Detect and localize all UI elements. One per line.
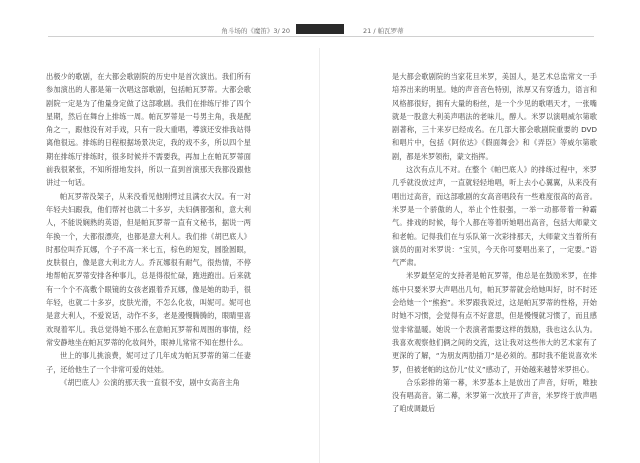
header-divider xyxy=(48,36,594,37)
chapter-badge xyxy=(296,24,344,34)
right-running-head: 21 / 帕瓦罗蒂 xyxy=(363,27,404,35)
right-paragraph-2: 这次有点儿不对。在整个《帕巴底人》的排练过程中，米罗几乎就没放过声，一直就轻轻地唱，听上去小心翼翼，从来没有唱出过高音，而这部歌剧的女高音唱段有一些难度很高的高音。米罗是一个骄傲的人，举止个性很强，一举一动都带着一种霸气。排戏的时候，每个人都在等着听她唱出高音，包括大师蒙文和老帕。记得我们在与乐队第一次彩排那天，大师蒙文当着所有演员的面对米罗说：“宝贝，今天你可要唱出来了，一定要。”语气严肃。 xyxy=(392,165,597,268)
right-page-text xyxy=(392,70,597,416)
left-paragraph-3: 世上的事儿挑浪费，妮可过了几年成为帕瓦罗蒂的第二任妻子，还给他生了一个非常可爱的娃娃。 xyxy=(46,351,251,374)
right-paragraph-4: 合乐彩排的第一幕，米罗基本上是放出了声音，好听，唯独没有唱高音。第二幕，米罗第一次放开了声音，米罗终于放声唱了咱成调最后 xyxy=(392,377,597,414)
left-paragraph-2: 帕瓦罗蒂没架子，从来没看见他刚愕过且满衣大汉。有一对年轻夫妇跟我，他们帮衬也就二十多岁，夫妇俩都强和，意大利人，不能说娴熟的英语，但是帕瓦罗蒂一直有文秘书，据说一两年换一个，大都很漂亮，也都是意大利人。我们排《胡巴底人》时那位叫乔瓦娜，个子不高一米七五，棕色的短发，圆脸圆眼，皮肤很白，像是意大利北方人。乔瓦娜很有耐气，很热情，不停地帮帕瓦罗蒂安排各种事儿，总是得很忙碌，跑进跑出。后来就有一个个不高敷个眼镜的女孩老跟着乔瓦娜，像是她的助手，很年轻，也就二十多岁，皮肤光滑，不怎么化妆，叫妮可。妮可也是意大利人，不爱说话，动作不多，老是漫慢腾腾的，眼睛里喜欢现着军儿。我总觉得她不那么在意帕瓦罗蒂和周围的事情，经常安静地坐在帕瓦罗蒂的化妆间外，眼神儿常常不知在想什么。 xyxy=(46,191,251,347)
left-paragraph-1: 出极少的歌剧，在大都会歌剧院的历史中是首次演出。我们所有参加演出的人都是第一次唱这部歌剧，包括帕瓦罗蒂。大都会歌剧院一定是为了他量身定做了这部歌剧。我们在排练厅排了四个星期，然后在舞台上排练一周。帕瓦罗蒂是一号男主角，我是配角之一，跟他没有对手戏，只有一段大重唱，導演还安排我站得离他很远。排练的日程根据场景决定，我的戏不多，所以四个星期在排练厅排练时，很多时候并不需要我，再加上在帕瓦罗蒂面前我很紧张，不知所措地发抖，所以一直到首演那天我都没跟他讲过一句话。 xyxy=(46,72,251,188)
right-paragraph-1: 是大都会歌剧院的当家花旦米罗，美国人，是艺术总监常文一手培养出来的明星。她的声音音色特别，浓厚又有穿透力，语言和风格都很好，拥有大量的粉丝，是一个少见的歌唱天才，一张嘴就是一股意大利美声唱法的老味儿，醇人。米罗以演唱威尔第歌剧著称，三十来岁已经成名。在几部大都会歌剧院重要的 DVD 和唱片中，包括《阿依达》《假面舞会》和《弄臣》等威尔第歌剧，都是米罗领衔，蒙文指挥。 xyxy=(392,72,597,161)
page-gutter xyxy=(319,48,320,463)
right-paragraph-3: 米罗最坚定的支持者是帕瓦罗蒂，他总是在鼓励米罗，在排练中只要米罗大声唱出几句，帕瓦罗蒂就会给她叫好，时不时还会给她一个“熊抱”。米罗跟我说过，这是帕瓦罗蒂的性格，开始时她不习惯，会觉得有点不好意思，但是慢慢就习惯了，而且感觉非常温暖。她说一个表演者需要这样的鼓励，我也这么认为。我喜欢观察他们俩之间的交流，这让我对这些伟大的艺术家有了更深的了解，“为朋友两肋插刀”是必须的。那时我不能说喜欢米罗，但被老帕的这份儿“仗义”感动了，开始越来越替米罗担心。 xyxy=(392,271,597,374)
left-running-head: 角斗场的《魔笛》3/ 20 xyxy=(221,27,290,35)
left-page-text xyxy=(46,70,251,389)
left-paragraph-4: 《胡巴底人》公演的那天我一直很不安，剧中女高音主角 xyxy=(60,377,240,387)
